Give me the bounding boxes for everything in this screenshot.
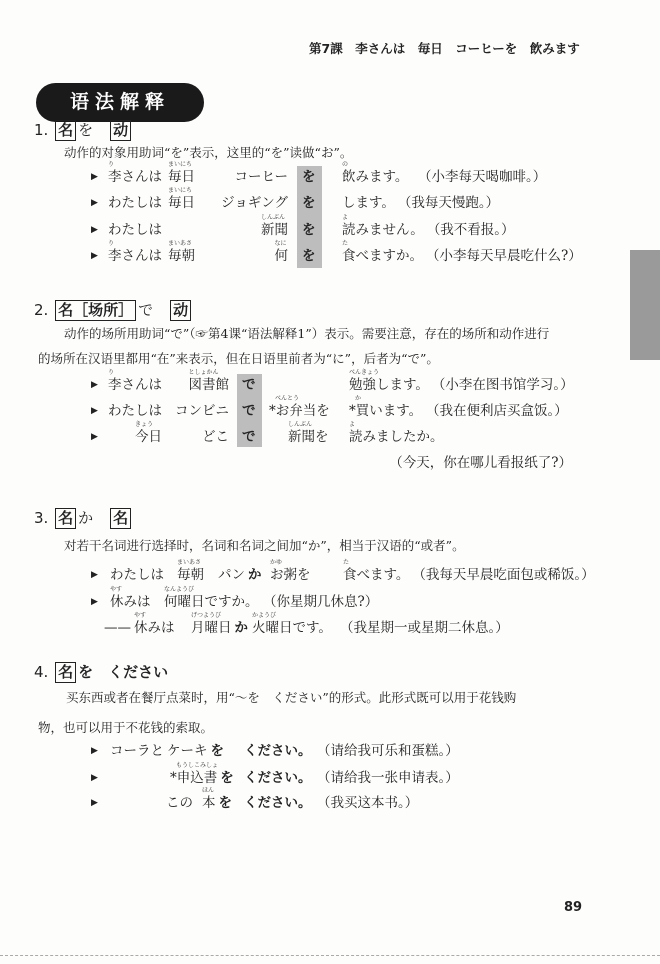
word-text: 食べますか。: [342, 248, 423, 264]
example-word: [177, 559, 204, 583]
word-text: （我每天慢跑。）: [397, 195, 500, 211]
particle: [244, 795, 312, 811]
example-word: [317, 795, 418, 811]
explanation-3: 对若干名词进行选择时，名词和名词之间加“か”，相当于汉语的“或者”。: [64, 538, 465, 553]
word-text: 食べます。: [343, 567, 410, 583]
example-word: [426, 248, 582, 264]
running-header: 第7課 李さんは 毎日 コーヒーを 飲みます: [309, 41, 580, 56]
furigana: た: [342, 240, 349, 247]
word-text: 李さんは: [108, 169, 162, 185]
example-word: [349, 421, 444, 445]
furigana: なんようび: [164, 586, 195, 593]
example-word: [188, 369, 230, 393]
example-word: [168, 187, 195, 211]
page-bottom-edge: [0, 955, 660, 956]
word-text: を: [302, 169, 316, 185]
example-word: [342, 161, 409, 185]
word-text: か: [234, 620, 248, 636]
particle: [244, 770, 312, 786]
word-text: *申込書: [170, 770, 218, 786]
word-text: 毎日: [168, 169, 195, 185]
example-word: [349, 369, 429, 393]
word-text: ください。: [244, 743, 312, 759]
word-text: 休みは: [134, 620, 175, 636]
bullet-icon: ▶: [91, 798, 98, 808]
word-text: を: [302, 195, 316, 211]
example-translation: （今天，你在哪儿看报纸了?）: [389, 455, 572, 471]
example-word: [274, 240, 289, 264]
bullet-icon: ▶: [91, 597, 98, 607]
example-word: [349, 395, 423, 419]
example-word: [110, 567, 164, 583]
word-text: を: [218, 795, 232, 811]
bullet-icon: ▶: [91, 225, 98, 235]
example-word: [168, 161, 195, 185]
furigana: り: [108, 240, 115, 247]
word-text: 図書館: [188, 377, 229, 393]
particle: [248, 567, 262, 583]
word-text: か: [248, 567, 262, 583]
example-word: [418, 169, 546, 185]
particle: [220, 770, 234, 786]
word-text: 毎朝: [168, 248, 195, 264]
furigana: ほん: [202, 787, 215, 794]
furigana: た: [343, 559, 350, 566]
word-text: を: [220, 770, 234, 786]
word-text: を: [302, 222, 316, 238]
example-word: [340, 620, 509, 636]
particle: [211, 743, 225, 759]
word-text: を: [210, 743, 224, 759]
page-number: 89: [564, 900, 583, 915]
word-text: お粥を: [270, 567, 311, 583]
explanation-4-line1: 买东西或者在餐厅点菜时，用“～を ください”的形式。此形式既可以用于花钱购: [66, 690, 517, 705]
furigana: か: [355, 395, 362, 402]
word-text: （我每天早晨吃面包或稀饭。）: [412, 567, 595, 583]
particle: [302, 169, 316, 185]
furigana: よ: [349, 421, 356, 428]
example-word: [342, 195, 395, 211]
word-text: ケーキ: [167, 743, 208, 759]
example-word: [108, 195, 162, 211]
word-text: どこ: [202, 429, 229, 445]
word-text: パン: [218, 567, 245, 583]
word-text: ください。: [244, 770, 312, 786]
word-text: で: [242, 429, 256, 445]
example-word: [221, 195, 288, 211]
furigana: しんぶん: [288, 421, 313, 428]
word-text: （我星期一或星期二休息。）: [340, 620, 509, 636]
example-word: [342, 214, 424, 238]
word-text: 李さんは: [108, 248, 162, 264]
example-word: [426, 403, 568, 419]
furigana: まいあさ: [177, 559, 202, 566]
word-text: ジョギング: [221, 195, 288, 211]
bullet-icon: ▶: [91, 251, 98, 261]
particle: [219, 795, 233, 811]
word-text: *買います。: [349, 403, 423, 419]
word-text: （请给我一张申请表。）: [317, 770, 459, 786]
example-word: [263, 594, 378, 610]
example-word: [261, 214, 288, 238]
example-word: [134, 612, 175, 636]
explanation-4-line2: 物，也可以用于不花钱的索取。: [38, 720, 214, 735]
explanation-2-line1: 动作的场所用助词“で”（☞第4课“语法解释1”）表示。需要注意，存在的场所和动作进行: [64, 326, 550, 341]
page-edge-tab: [630, 250, 660, 360]
example-word: [317, 743, 459, 759]
example-word: [252, 612, 332, 636]
word-text: わたしは: [108, 222, 162, 238]
bullet-icon: ▶: [91, 746, 98, 756]
example-word: [110, 743, 164, 759]
grammar-point-2-heading: 2. 名［场所］ で 动: [34, 299, 193, 321]
word-text: 新聞を: [288, 429, 329, 445]
section-banner: 语法解释: [36, 83, 204, 122]
word-text: を: [302, 248, 316, 264]
word-text: *お弁当を: [269, 403, 330, 419]
word-text: で: [242, 403, 256, 419]
example-word: [432, 377, 574, 393]
word-text: コーラと: [110, 743, 164, 759]
furigana: まいにち: [168, 187, 193, 194]
word-text: 何: [274, 248, 288, 264]
example-word: [108, 369, 162, 393]
furigana: り: [108, 161, 115, 168]
furigana: よ: [342, 214, 349, 221]
bullet-icon: ▶: [91, 172, 98, 182]
word-text: 勉強します。: [349, 377, 429, 393]
word-text: 飲みます。: [342, 169, 409, 185]
word-text: （我不看报。）: [426, 222, 515, 238]
example-word: [191, 612, 232, 636]
example-word: [166, 795, 193, 811]
furigana: まいあさ: [168, 240, 193, 247]
word-text: 読みません。: [342, 222, 424, 238]
example-word: [427, 222, 515, 238]
explanation-1: 动作的对象用助词“を”表示，这里的“を”读做“お”。: [64, 145, 353, 160]
example-word: [135, 421, 162, 445]
word-text: 何曜日ですか。: [164, 594, 259, 610]
example-word: [270, 559, 311, 583]
word-text: 毎日: [168, 195, 195, 211]
bullet-icon: ▶: [91, 773, 98, 783]
furigana: の: [342, 161, 349, 168]
particle: [302, 195, 316, 211]
word-text: 読みましたか。: [349, 429, 444, 445]
example-word: [269, 395, 330, 419]
furigana: なに: [274, 240, 287, 247]
furigana: べんきょう: [349, 369, 380, 376]
word-text: （我在便利店买盒饭。）: [426, 403, 568, 419]
furigana: げつようび: [191, 612, 222, 619]
particle: [302, 222, 316, 238]
furigana: べんとう: [275, 395, 300, 402]
example-word: [343, 559, 410, 583]
word-text: （我买这本书。）: [317, 795, 419, 811]
example-word: [202, 787, 216, 811]
example-word: [108, 222, 162, 238]
example-word: [108, 161, 162, 185]
example-word: [235, 169, 288, 185]
grammar-point-3-heading: 3. 名 か 名: [34, 507, 133, 529]
particle: [244, 743, 312, 759]
example-word: [167, 743, 208, 759]
word-text: わたしは: [108, 195, 162, 211]
explanation-2-line2: 的场所在汉语里都用“在”来表示，但在日语里前者为“に”，后者为“で”。: [38, 351, 439, 366]
example-word: [108, 240, 162, 264]
example-word: [412, 567, 594, 583]
example-word: [104, 620, 131, 636]
bullet-icon: ▶: [91, 380, 98, 390]
grammar-point-4-heading: 4. 名 を ください: [34, 663, 169, 681]
word-text: （你星期几休息?）: [263, 594, 379, 610]
example-word: [164, 586, 259, 610]
furigana: かようび: [252, 612, 277, 619]
word-text: （小李每天早晨吃什么?）: [426, 248, 582, 264]
word-text: 休みは: [110, 594, 151, 610]
furigana: しんぶん: [261, 214, 286, 221]
word-text: 火曜日です。: [252, 620, 332, 636]
bullet-icon: ▶: [91, 570, 98, 580]
particle: [242, 377, 256, 393]
particle: [302, 248, 316, 264]
word-text: この: [166, 795, 193, 811]
word-text: で: [242, 377, 256, 393]
word-text: （小李在图书馆学习。）: [431, 377, 574, 393]
example-word: [202, 429, 229, 445]
word-text: わたしは: [108, 403, 162, 419]
bullet-icon: ▶: [91, 406, 98, 416]
furigana: きょう: [135, 421, 154, 428]
word-text: コーヒー: [234, 169, 288, 185]
example-word: [398, 195, 499, 211]
bullet-icon: ▶: [91, 198, 98, 208]
example-word: [342, 240, 423, 264]
example-word: [288, 421, 329, 445]
example-word: [110, 586, 151, 610]
furigana: やす: [110, 586, 123, 593]
word-text: 新聞: [261, 222, 288, 238]
word-text: 本: [202, 795, 216, 811]
furigana: り: [108, 369, 115, 376]
word-text: 今日: [135, 429, 162, 445]
furigana: としょかん: [188, 369, 219, 376]
word-text: わたしは: [110, 567, 164, 583]
word-text: コンビニ: [175, 403, 229, 419]
word-text: ください。: [244, 795, 312, 811]
example-word: [108, 403, 162, 419]
word-text: 李さんは: [108, 377, 162, 393]
word-text: （请给我可乐和蛋糕。）: [317, 743, 459, 759]
example-word: [170, 762, 219, 786]
example-word: [317, 770, 459, 786]
furigana: かゆ: [270, 559, 283, 566]
word-text: （小李每天喝咖啡。）: [418, 169, 547, 185]
furigana: まいにち: [168, 161, 193, 168]
word-text: 月曜日: [191, 620, 232, 636]
word-text: ——: [104, 620, 131, 636]
grammar-point-1-heading: 1. 名 を 动: [34, 119, 133, 141]
furigana: やす: [134, 612, 147, 619]
bullet-icon: ▶: [91, 432, 98, 442]
particle: [242, 403, 256, 419]
particle: [235, 620, 249, 636]
particle: [242, 429, 256, 445]
word-text: 毎朝: [177, 567, 204, 583]
word-text: します。: [342, 195, 395, 211]
example-word: [218, 567, 245, 583]
example-word: [175, 403, 229, 419]
furigana: もうしこみしょ: [176, 762, 219, 769]
example-word: [168, 240, 195, 264]
